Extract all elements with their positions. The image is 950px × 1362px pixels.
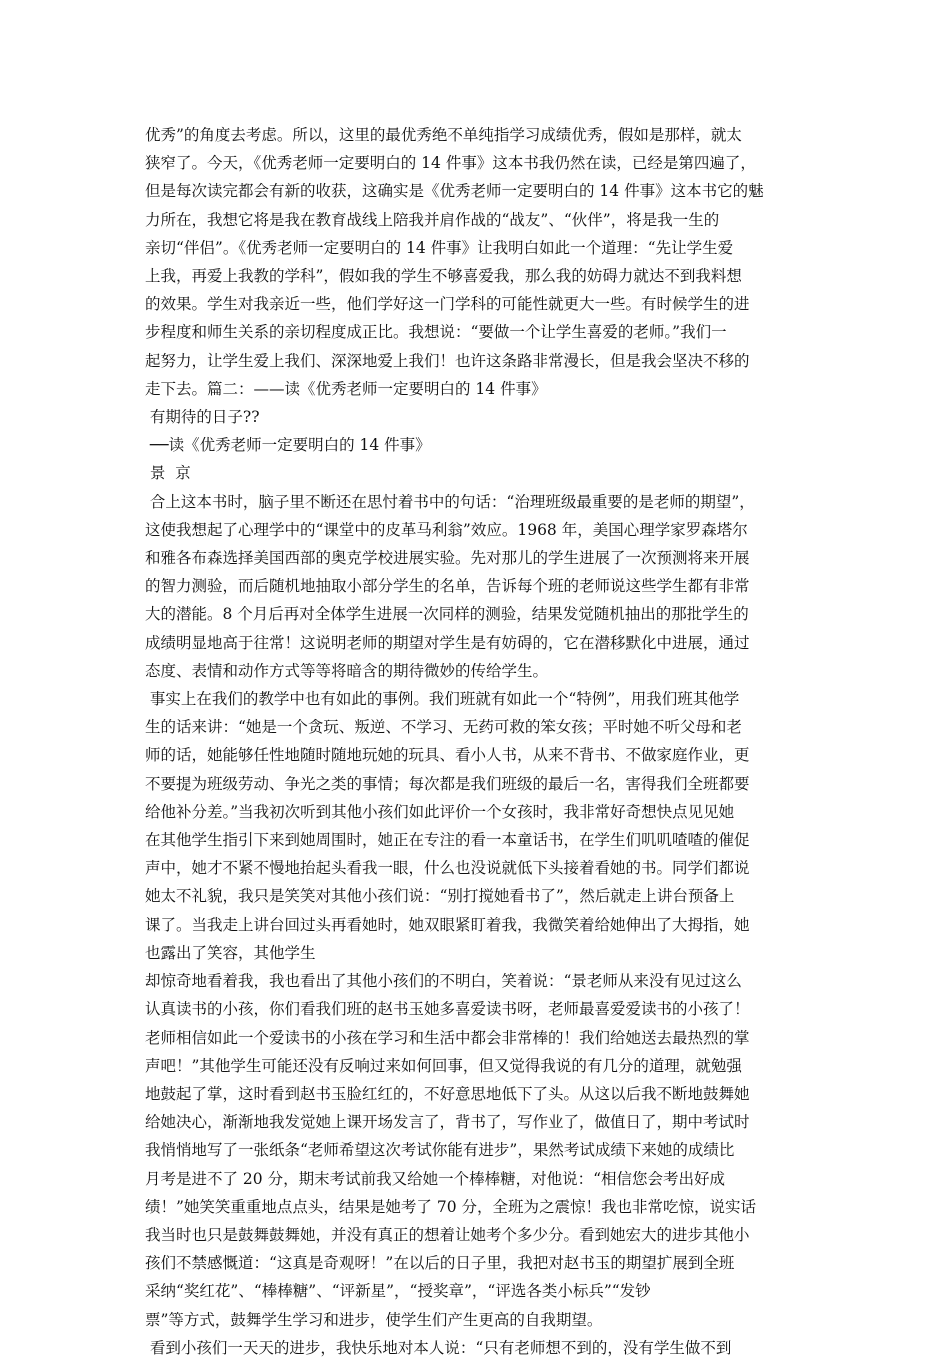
text-line: 绩！”她笑笑重重地点点头，结果是她考了 70 分，全班为之震惊！我也非常吃惊，说实话 [145, 1197, 757, 1216]
text-line: 起努力，让学生爱上我们、深深地爱上我们！也许这条路非常漫长，但是我会坚决不移的 [145, 351, 750, 370]
text-line: 和雅各布森选择美国西部的奥克学校进展实验。先对那儿的学生进展了一次预测将来开展 [145, 549, 750, 568]
text-line: 采纳“奖红花”、“棒棒糖”、“评新星”，“授奖章”，“评选各类小标兵”“发钞 [145, 1282, 651, 1301]
text-line: 狭窄了。今天，《优秀老师一定要明白的 14 件事》这本书我仍然在读，已经是第四遍了， [145, 154, 756, 173]
text-line: 不要提为班级劳动、争光之类的事情；每次都是我们班级的最后一名，害得我们全班都要 [145, 774, 750, 793]
text-line: 给她决心，渐渐地我发觉她上课开场发言了，背书了，写作业了，做值日了，期中考试时 [145, 1113, 750, 1132]
text-line: 看到小孩们一天天的进步，我快乐地对本人说：“只有老师想不到的，没有学生做不到 [145, 1338, 732, 1357]
text-line: 但是每次读完都会有新的收获，这确实是《优秀老师一定要明白的 14 件事》这本书它的魅 [145, 182, 764, 201]
text-line: 她太不礼貌，我只是笑笑对其他小孩们说：“别打搅她看书了”，然后就走上讲台预备上 [145, 887, 735, 906]
text-line: 成绩明显地高于往常！这说明老师的期望对学生是有妨碍的，它在潜移默化中进展，通过 [145, 633, 750, 652]
text-line: 老师相信如此一个爱读书的小孩在学习和生活中都会非常棒的！我们给她送去最热烈的掌 [145, 1028, 750, 1047]
text-line: 亲切“伴侣”。《优秀老师一定要明白的 14 件事》让我明白如此一个道理：“先让学生爱 [145, 238, 734, 257]
text-line: 大的潜能。8 个月后再对全体学生进展一次同样的测验，结果发觉随机抽出的那批学生的 [145, 605, 749, 624]
text-line: 声吧！”其他学生可能还没有反响过来如何回事，但又觉得我说的有几分的道理，就勉强 [145, 1056, 742, 1075]
text-line: 上我，再爱上我教的学科”，假如我的学生不够喜爱我，那么我的妨碍力就达不到我料想 [145, 267, 742, 286]
text-line: 也露出了笑容，其他学生 [145, 943, 316, 962]
text-line: 票”等方式，鼓舞学生学习和进步，使学生们产生更高的自我期望。 [145, 1310, 603, 1329]
text-line: 的效果。学生对我亲近一些，他们学好这一门学科的可能性就更大一些。有时候学生的进 [145, 295, 750, 314]
text-line: 认真读书的小孩，你们看我们班的赵书玉她多喜爱读书呀，老师最喜爱爱读书的小孩了！ [145, 1000, 750, 1019]
text-line: 月考是进不了 20 分，期末考试前我又给她一个棒棒糖，对他说：“相信您会考出好成 [145, 1169, 726, 1188]
text-line: 师的话，她能够任性地随时随地玩她的玩具、看小人书，从来不背书、不做家庭作业，更 [145, 746, 750, 765]
subtitle-line: ──读《优秀老师一定要明白的 14 件事》 [145, 436, 431, 455]
text-line: 生的话来讲：“她是一个贪玩、叛逆、不学习、无药可救的笨女孩；平时她不听父母和老 [145, 718, 742, 737]
text-line: 地鼓起了掌，这时看到赵书玉脸红红的，不好意思地低下了头。从这以后我不断地鼓舞她 [145, 1084, 750, 1103]
text-line: 孩们不禁感慨道：“这真是奇观呀！”在以后的日子里，我把对赵书玉的期望扩展到全班 [145, 1254, 735, 1273]
text-line: 我当时也只是鼓舞鼓舞她，并没有真正的想着让她考个多少分。看到她宏大的进步其他小 [145, 1225, 750, 1244]
text-line: 力所在，我想它将是我在教育战线上陪我并肩作战的“战友”、“伙伴”，将是我一生的 [145, 210, 720, 229]
text-line: 合上这本书时，脑子里不断还在思忖着书中的句话：“治理班级最重要的是老师的期望”， [145, 492, 755, 511]
text-line: 走下去。篇二：——读《优秀老师一定要明白的 14 件事》 [145, 379, 547, 398]
author-line: 景 京 [145, 464, 191, 483]
document-page [145, 121, 810, 1362]
text-line: 的智力测验，而后随机地抽取小部分学生的名单，告诉每个班的老师说这些学生都有非常 [145, 577, 750, 596]
text-line: 声中，她才不紧不慢地抬起头看我一眼，什么也没说就低下头接着看她的书。同学们都说 [145, 859, 750, 878]
text-line: 却惊奇地看着我，我也看出了其他小孩们的不明白，笑着说：“景老师从来没有见过这么 [145, 972, 742, 991]
text-line: 我悄悄地写了一张纸条“老师希望这次考试你能有进步”，果然考试成绩下来她的成绩比 [145, 1141, 735, 1160]
text-line: 态度、表情和动作方式等等将暗含的期待微妙的传给学生。 [145, 661, 549, 680]
text-line: 课了。当我走上讲台回过头再看她时，她双眼紧盯着我，我微笑着给她伸出了大拇指，她 [145, 915, 750, 934]
text-line: 步程度和师生关系的亲切程度成正比。我想说：“要做一个让学生喜爱的老师。”我们一 [145, 323, 727, 342]
text-line: 这使我想起了心理学中的“课堂中的皮革马利翁”效应。1968 年，美国心理学家罗森塔尔 [145, 520, 748, 539]
text-line: 优秀”的角度去考虑。所以，这里的最优秀绝不单纯指学习成绩优秀，假如是那样，就太 [145, 126, 742, 144]
text-line: 给他补分差。”当我初次听到其他小孩们如此评价一个女孩时，我非常好奇想快点见见她 [145, 802, 735, 821]
subtitle-line: 有期待的日子?? [145, 408, 260, 427]
text-line: 事实上在我们的教学中也有如此的事例。我们班就有如此一个“特例”，用我们班其他学 [145, 690, 740, 709]
text-line: 在其他学生指引下来到她周围时，她正在专注的看一本童话书，在学生们叽叽喳喳的催促 [145, 831, 750, 850]
